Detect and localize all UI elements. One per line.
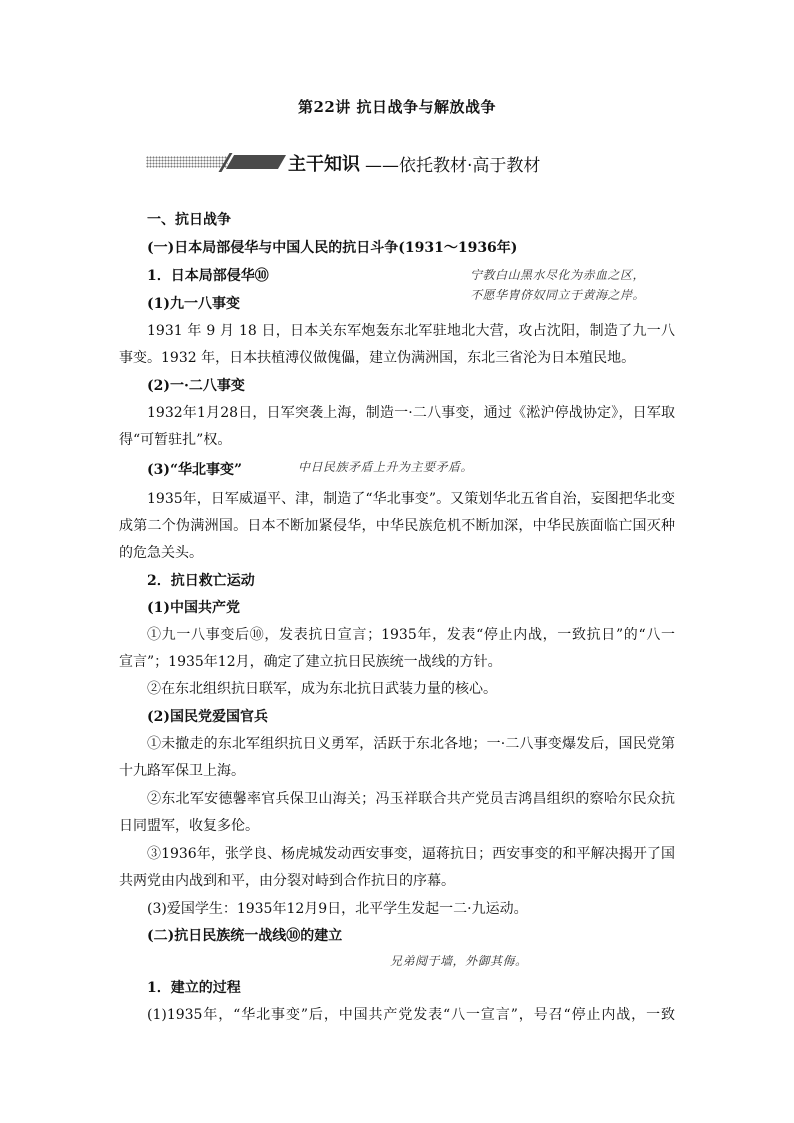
item-heading: (1)中国共产党 (147, 600, 240, 616)
banner-heading: 主干知识 (288, 154, 360, 175)
paragraph-line: 1935年，日军威逼平、津，制造了“华北事变”。又策划华北五省自治，妄图把华北变 (147, 491, 675, 507)
paragraph-line: ③1936年，张学良、杨虎城发动西安事变，逼蒋抗日；西安事变的和平解决揭开了国 (147, 846, 675, 862)
paragraph-line: 的危急关头。 (119, 545, 203, 561)
handwritten-note: 宁教白山黑水尽化为赤血之区， (470, 268, 646, 282)
paragraph-line: 1932年1月28日，日军突袭上海，制造一·二八事变，通过《淞沪停战协定》，日军取 (147, 405, 675, 421)
paragraph-line: 宣言”；1935年12月，确定了建立抗日民族统一战线的方针。 (119, 654, 502, 670)
item-heading: (3)“华北事变” (147, 462, 243, 478)
paragraph-line: 共两党由内战到和平，由分裂对峙到合作抗日的序幕。 (119, 873, 455, 889)
paragraph-line: ①未撤走的东北军组织抗日义勇军，活跃于东北各地；一·二八事变爆发后，国民党第 (147, 736, 675, 752)
paragraph-line: 得“可暂驻扎”权。 (119, 432, 232, 448)
item-heading: (1)九一八事变 (147, 296, 240, 312)
page-title: 第22讲 抗日战争与解放战争 (297, 98, 497, 116)
paragraph-line: 十九路军保卫上海。 (119, 763, 245, 779)
paragraph-line: 日同盟军，收复多伦。 (119, 818, 259, 834)
handwritten-note: 不愿华胄侪奴同立于黄海之岸。 (470, 288, 646, 302)
section-banner (146, 150, 616, 176)
paragraph-line: (3)爱国学生：1935年12月9日，北平学生发起一二·九运动。 (147, 901, 528, 917)
paragraph-line: (1)1935年，“华北事变”后，中国共产党发表“八一宣言”，号召“停止内战，一致 (147, 1007, 675, 1023)
paragraph-line: 事变。1932 年，日本扶植溥仪做傀儡，建立伪满洲国，东北三省沦为日本殖民地。 (119, 350, 636, 366)
paragraph-line: 成第二个伪满洲国。日本不断加紧侵华，中华民族危机不断加深，中华民族面临亡国灭种 (119, 518, 675, 534)
handwritten-note: 中日民族矛盾上升为主要矛盾。 (298, 460, 474, 474)
handwritten-note: 兄弟阋于墙，外御其侮。 (390, 954, 528, 968)
topic-heading: 1．日本局部侵华⑩ (147, 268, 269, 284)
topic-heading: 1．建立的过程 (147, 980, 241, 996)
banner-dot-pattern (146, 156, 228, 168)
paragraph-line: ②东北军安德馨率官兵保卫山海关；冯玉祥联合共产党员吉鸿昌组织的察哈尔民众抗 (147, 791, 675, 807)
subsection-heading: (一)日本局部侵华与中国人民的抗日斗争(1931～1936年) (147, 240, 518, 256)
item-heading: (2)一·二八事变 (147, 378, 245, 394)
paragraph-line: ①九一八事变后⑩，发表抗日宣言；1935年，发表“停止内战，一致抗日”的“八一 (147, 627, 675, 643)
section-heading: 一、抗日战争 (147, 212, 231, 228)
banner-subheading: ——依托教材·高于教材 (365, 156, 541, 176)
item-heading: (2)国民党爱国官兵 (147, 709, 268, 725)
topic-heading: 2．抗日救亡运动 (147, 573, 255, 589)
banner-bar (226, 155, 286, 169)
paragraph-line: ②在东北组织抗日联军，成为东北抗日武装力量的核心。 (147, 681, 497, 697)
paragraph-line: 1931 年 9 月 18 日，日本关东军炮轰东北军驻地北大营，攻占沈阳，制造了九一八 (147, 323, 675, 339)
subsection-heading: (二)抗日民族统一战线⑩的建立 (147, 928, 343, 944)
